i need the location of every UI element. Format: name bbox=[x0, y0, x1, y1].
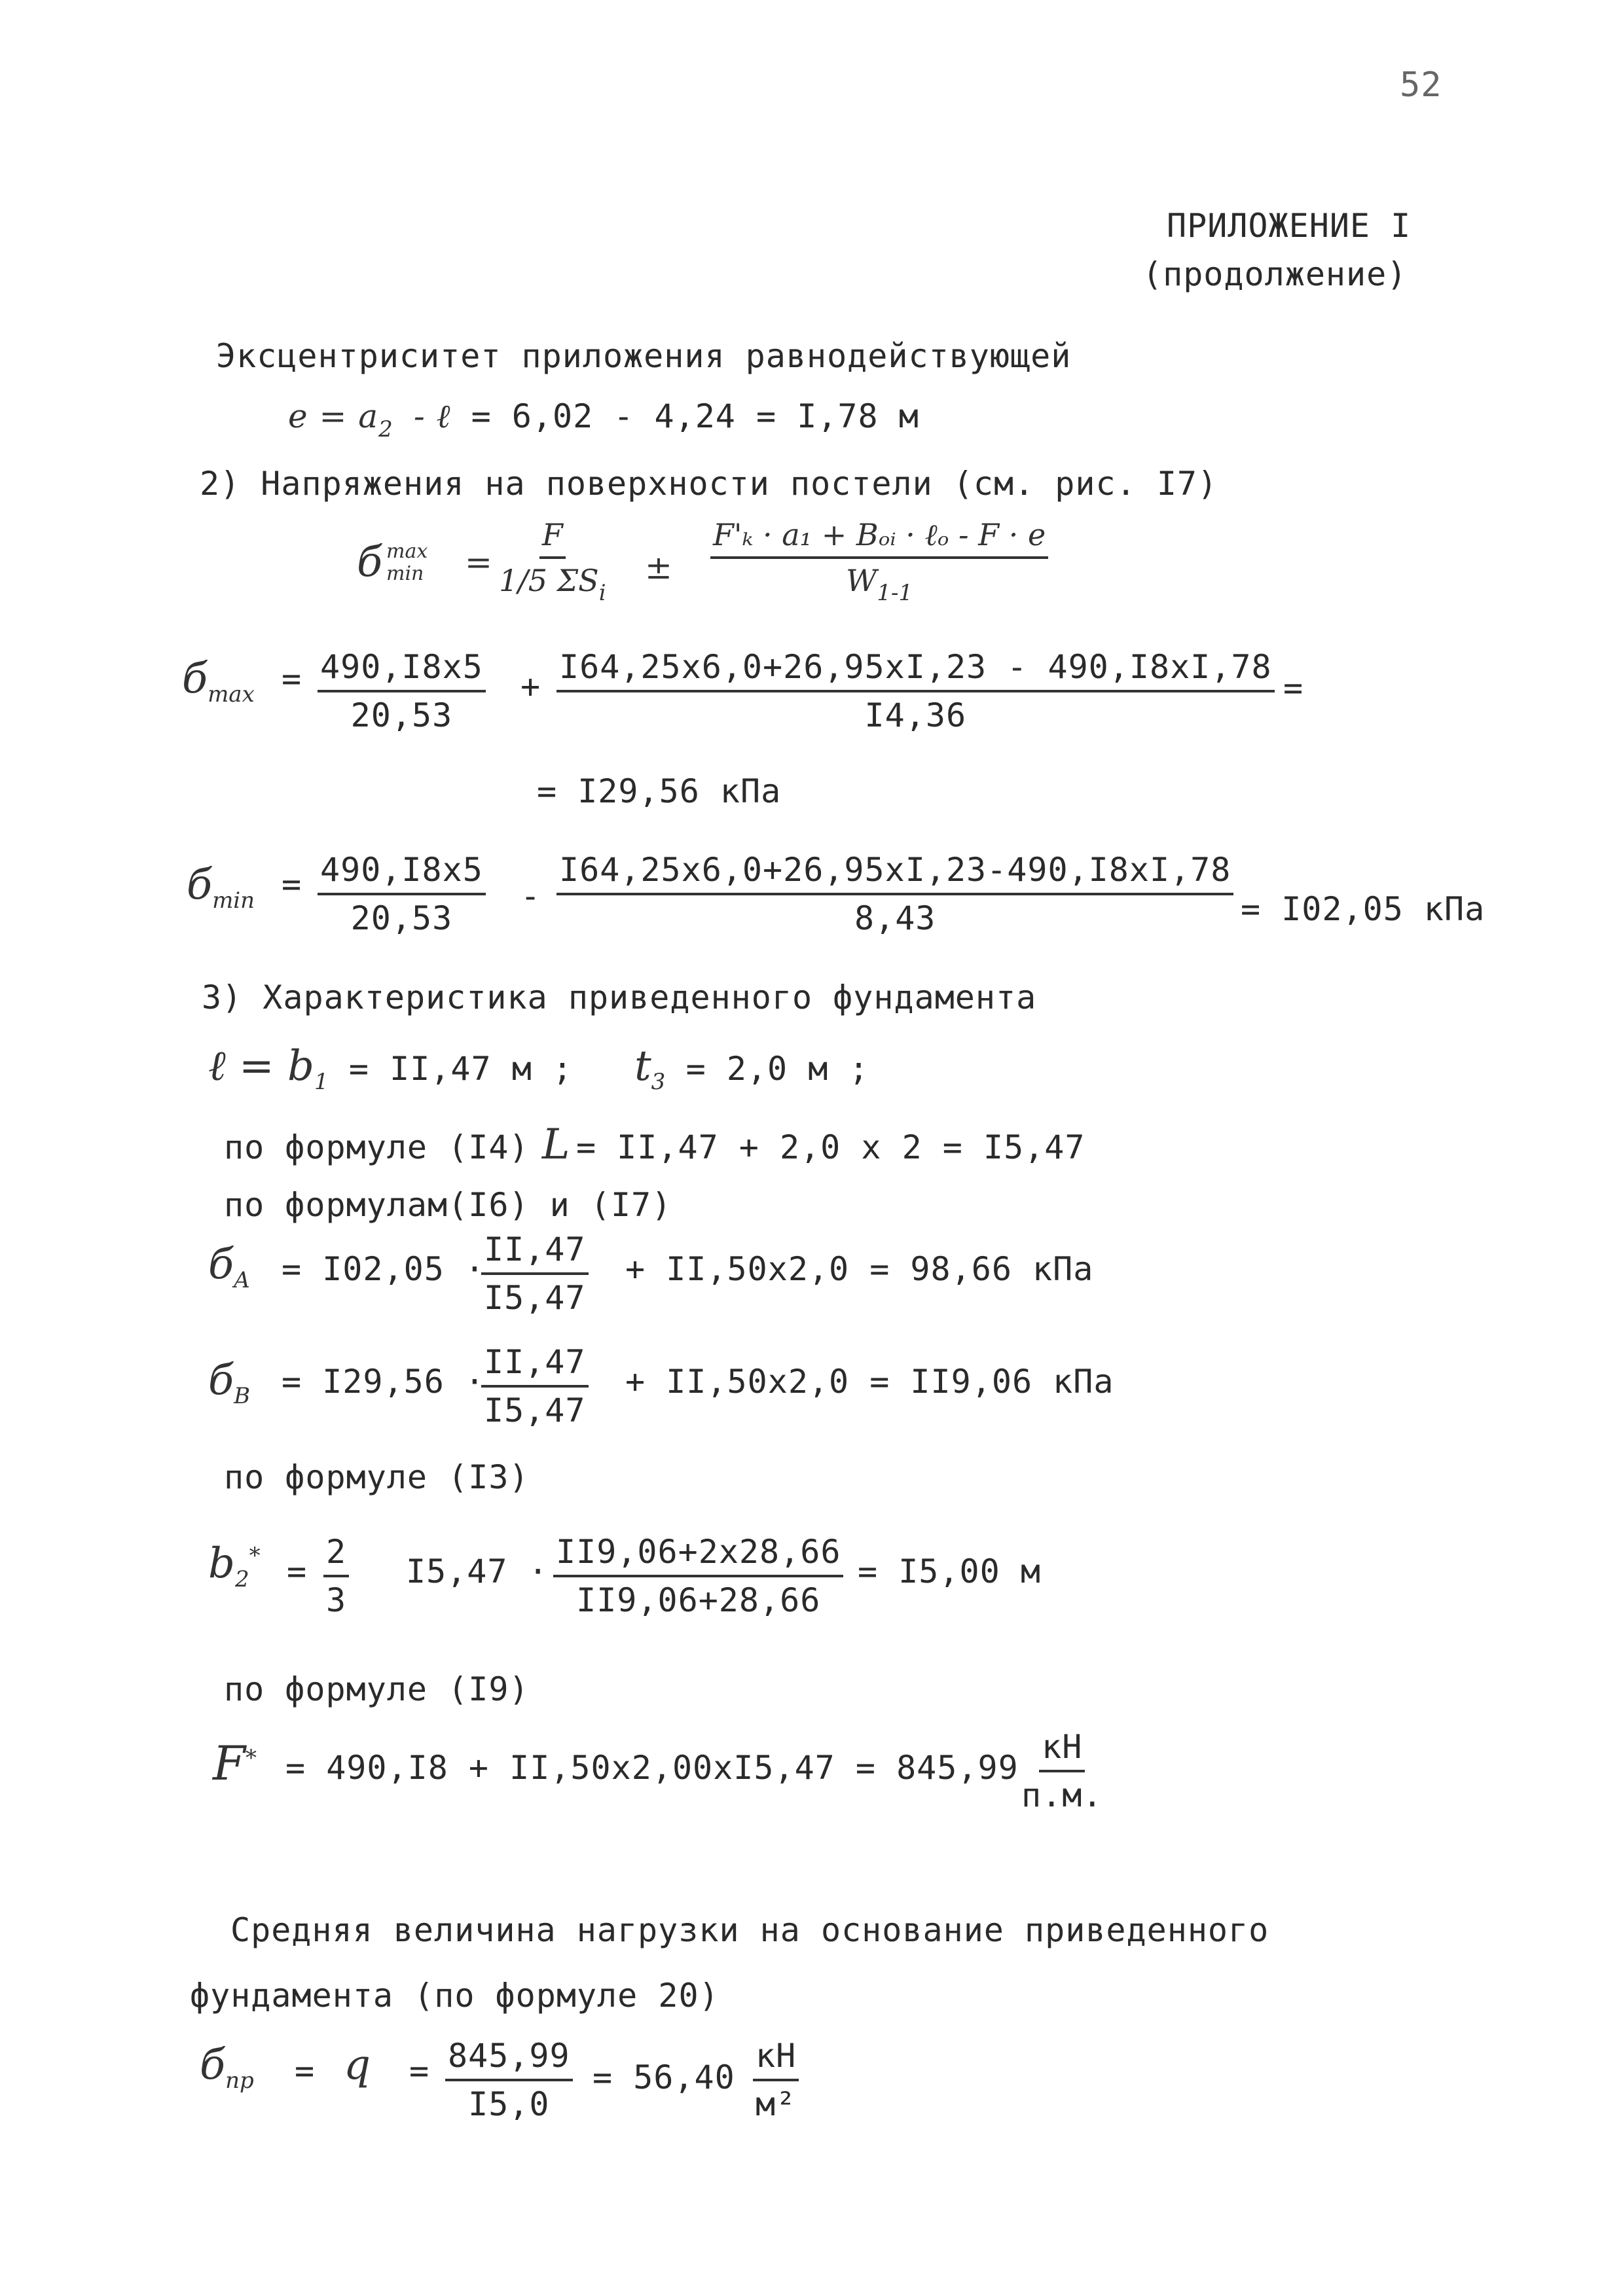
sigma-min-equals: = bbox=[282, 865, 302, 903]
sigma-b-symbol: $б_B$ bbox=[208, 1356, 251, 1409]
b2-fraction-2 bbox=[553, 1533, 843, 1619]
sigma-max-plus: + bbox=[520, 668, 541, 706]
b2-result: = I5,00 м bbox=[858, 1552, 1041, 1590]
sigma-pr-unit bbox=[753, 2037, 799, 2123]
stresses-heading: 2) Напряжения на поверхности постели (см. рис. I7) bbox=[200, 465, 1218, 503]
eccentricity-mid: - ℓ bbox=[413, 397, 451, 435]
b2-f2-denominator: II9,06+28,66 bbox=[576, 1581, 821, 1619]
general-fraction-2 bbox=[710, 517, 1048, 606]
dimensions-line: ℓ = $b_1 = II,47$ м ; $t_3 = 2,0$ м ; bbox=[208, 1042, 869, 1095]
b2-f1-numerator: 2 bbox=[323, 1533, 349, 1577]
sigma-max-result: = I29,56 кПа bbox=[537, 772, 782, 810]
reduced-foundation-heading: 3) Характеристика приведенного фундамента bbox=[202, 978, 1037, 1016]
sigma-pr-numerator: 845,99 bbox=[445, 2037, 573, 2081]
general-f2-denominator: $W_{1-1}$ bbox=[846, 563, 913, 606]
general-fraction-1 bbox=[499, 517, 606, 606]
sigma-b-expr-1: = I29,56 · bbox=[282, 1363, 486, 1401]
f-star-symbol: F* bbox=[213, 1736, 257, 1791]
general-sigma bbox=[357, 538, 382, 586]
f-star-unit-denominator: п.м. bbox=[1021, 1776, 1103, 1814]
general-equals: = bbox=[465, 543, 492, 581]
eccentricity-rhs: = 6,02 - 4,24 = I,78 м bbox=[471, 397, 919, 435]
sigma-b-expr-2: + II,50x2,0 = II9,06 кПа bbox=[625, 1363, 1114, 1401]
general-sigma-subs bbox=[386, 541, 428, 585]
sigma-max-f2-denominator: I4,36 bbox=[864, 696, 967, 734]
b2-mid: I5,47 · bbox=[406, 1552, 549, 1590]
sigma-min-f1-numerator: 490,I8x5 bbox=[318, 851, 486, 895]
b2-f2-numerator: II9,06+2x28,66 bbox=[553, 1533, 843, 1577]
general-f1-denominator: 1/5 $\Sigma S_i$ bbox=[499, 563, 606, 606]
sigma-max-symbol: $б_{max}$ bbox=[182, 655, 255, 708]
sigma-b-numerator: II,47 bbox=[481, 1343, 589, 1388]
sigma-a-numerator: II,47 bbox=[481, 1230, 589, 1275]
sigma-pr-fraction bbox=[445, 2037, 573, 2123]
formula-19-line: по формуле (I9) bbox=[224, 1670, 530, 1708]
f-star-unit bbox=[1021, 1728, 1103, 1814]
sigma-pr-result: = 56,40 bbox=[593, 2058, 735, 2096]
page-number: 52 bbox=[1400, 65, 1442, 105]
sigma-max-trailing-equals: = bbox=[1283, 669, 1304, 707]
sigma-min-fraction-1 bbox=[318, 851, 486, 937]
sigma-max-f1-denominator: 20,53 bbox=[350, 696, 453, 734]
formula-14-line: по формуле (I4) L = II,47 + 2,0 x 2 = I5,47 bbox=[224, 1121, 1085, 1169]
b2-f1-denominator: 3 bbox=[326, 1581, 347, 1619]
sigma-a-denominator: I5,47 bbox=[484, 1279, 586, 1317]
sigma-pr-symbol: $б_{пр}$ bbox=[200, 2041, 254, 2094]
eccentricity-formula bbox=[288, 397, 919, 442]
sigma-max-f2-numerator: I64,25x6,0+26,95xI,23 - 490,I8xI,78 bbox=[556, 648, 1275, 692]
b2-symbol: $b_2^*$ bbox=[208, 1539, 261, 1592]
sigma-max-fraction-2 bbox=[556, 648, 1275, 734]
eccentricity-lhs-sub: 2 bbox=[378, 416, 393, 442]
sigma-min-minus: - bbox=[520, 877, 541, 915]
average-load-line-2: фундамента (по формуле 20) bbox=[190, 1977, 720, 2015]
sigma-pr-unit-numerator: кН bbox=[753, 2037, 799, 2081]
q-symbol: q bbox=[344, 2041, 371, 2089]
general-plus-minus: ± bbox=[645, 548, 672, 586]
general-f1-numerator: F bbox=[539, 517, 566, 559]
general-sigma-sub-min: min bbox=[386, 562, 424, 585]
sigma-max-equals: = bbox=[282, 660, 302, 698]
sigma-min-result: = I02,05 кПа bbox=[1241, 890, 1486, 928]
general-f2-numerator: F'ₖ · a₁ + Bₒᵢ · ℓₒ - F · e bbox=[710, 517, 1048, 559]
sigma-pr-denominator: I5,0 bbox=[468, 2085, 550, 2123]
sigma-max-fraction-1 bbox=[318, 648, 486, 734]
sigma-max-f1-numerator: 490,I8x5 bbox=[318, 648, 486, 692]
formula-16-17-line: по формулам(I6) и (I7) bbox=[224, 1186, 672, 1224]
b2-fraction-1 bbox=[323, 1533, 349, 1619]
sigma-pr-unit-denominator: м² bbox=[756, 2085, 797, 2123]
f-star-unit-numerator: кН bbox=[1039, 1728, 1085, 1772]
sigma-pr-equals-2: = bbox=[409, 2052, 430, 2090]
formula-13-line: по формуле (I3) bbox=[224, 1458, 530, 1496]
sigma-a-fraction bbox=[481, 1230, 589, 1317]
sigma-min-fraction-2 bbox=[556, 851, 1233, 937]
average-load-line-1: Средняя величина нагрузки на основание приведенного bbox=[230, 1911, 1269, 1949]
sigma-a-symbol: $б_A$ bbox=[208, 1240, 250, 1293]
sigma-min-f2-denominator: 8,43 bbox=[854, 899, 936, 937]
sigma-a-expr-2: + II,50x2,0 = 98,66 кПа bbox=[625, 1250, 1094, 1288]
sigma-min-f1-denominator: 20,53 bbox=[350, 899, 453, 937]
sigma-min-f2-numerator: I64,25x6,0+26,95xI,23-490,I8xI,78 bbox=[556, 851, 1233, 895]
eccentricity-lhs: e = a bbox=[288, 397, 379, 435]
eccentricity-heading: Эксцентриситет приложения равнодействующей bbox=[216, 337, 1072, 375]
appendix-subtitle: (продолжение) bbox=[1142, 255, 1408, 293]
b2-equals: = bbox=[287, 1552, 308, 1590]
sigma-a-expr-1: = I02,05 · bbox=[282, 1250, 486, 1288]
sigma-pr-equals-1: = bbox=[295, 2052, 316, 2090]
sigma-b-fraction bbox=[481, 1343, 589, 1429]
sigma-b-denominator: I5,47 bbox=[484, 1391, 586, 1429]
general-sigma-symbol: б bbox=[357, 538, 383, 586]
general-sigma-sub-max: max bbox=[386, 540, 428, 563]
appendix-title: ПРИЛОЖЕНИЕ I bbox=[1167, 207, 1412, 245]
sigma-min-symbol: $б_{min}$ bbox=[187, 861, 255, 914]
f-star-expr: = 490,I8 + II,50x2,00xI5,47 = 845,99 bbox=[285, 1749, 1019, 1787]
